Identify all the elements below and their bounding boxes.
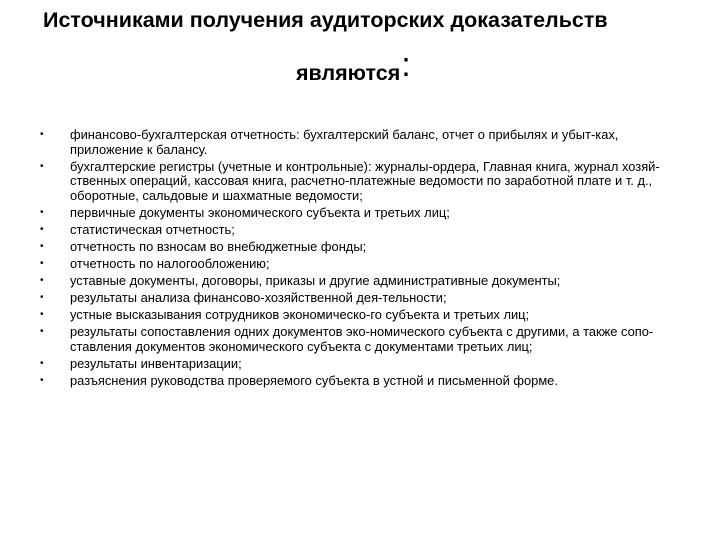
list-item-text: финансово-бухгалтерская отчетность: бухгалтерский баланс, отчет о прибылях и убыт-ках, приложение к балансу. — [70, 127, 619, 157]
evidence-sources-list — [40, 128, 690, 391]
list-item-text: первичные документы экономического субъекта и третьих лиц; — [70, 204, 450, 220]
bullet-icon: • — [40, 375, 44, 387]
bullet-icon: • — [40, 357, 44, 369]
list-item-text: результаты анализа финансово-хозяйственной дея-тельности; — [70, 290, 447, 306]
bullet-icon: • — [40, 129, 44, 140]
list-item-text: разъяснения руководства проверяемого субъекта в устной и письменной форме. — [70, 373, 558, 389]
list-item — [40, 160, 690, 204]
title-line-2 — [296, 46, 411, 86]
title-line-2-text: являются — [296, 61, 401, 85]
bullet-icon: • — [40, 206, 44, 218]
bullet-icon: • — [40, 160, 44, 172]
list-item — [40, 223, 690, 238]
list-item — [40, 274, 690, 289]
list-item — [40, 240, 690, 255]
bullet-icon: • — [40, 223, 44, 235]
list-item — [40, 357, 690, 372]
list-item — [40, 325, 690, 354]
list-item — [40, 128, 690, 157]
list-item-text: отчетность по налогообложению; — [70, 255, 270, 271]
list-item-text: отчетность по взносам во внебюджетные фонды; — [70, 238, 367, 254]
bullet-icon: • — [40, 275, 44, 287]
list-item-text: уставные документы, договоры, приказы и другие административные документы; — [70, 273, 561, 289]
list-item — [40, 291, 690, 306]
bullet-icon: • — [40, 292, 44, 304]
list-item — [40, 374, 690, 389]
title-colon: : — [401, 46, 411, 84]
list-item — [40, 206, 690, 221]
list-item-text: устные высказывания сотрудников экономическо-го субъекта и третьих лиц; — [70, 307, 530, 323]
bullet-icon: • — [40, 309, 44, 321]
list-item — [40, 308, 690, 323]
bullet-icon: • — [40, 257, 44, 269]
list-item-text: результаты инвентаризации; — [70, 355, 242, 371]
title-line-1: Источниками получения аудиторских доказательств — [43, 8, 608, 32]
list-item-text: бухгалтерские регистры (учетные и контрольные): журналы-ордера, Главная книга, журнал хозяй-ственных операций, кассовая книга, расчетно-платежные ведомости по заработной плате и т. д., оборотные, сальдовые и шахматные ведомости; — [70, 158, 660, 203]
bullet-icon: • — [40, 240, 44, 252]
list-item-text: результаты сопоставления одних документов эко-номического субъекта с другими, а также сопо-ставления документов экономического субъекта с документами третьих лиц; — [70, 324, 654, 354]
bullet-icon: • — [40, 326, 44, 338]
list-item — [40, 257, 690, 272]
list-item-text: статистическая отчетность; — [70, 221, 235, 237]
